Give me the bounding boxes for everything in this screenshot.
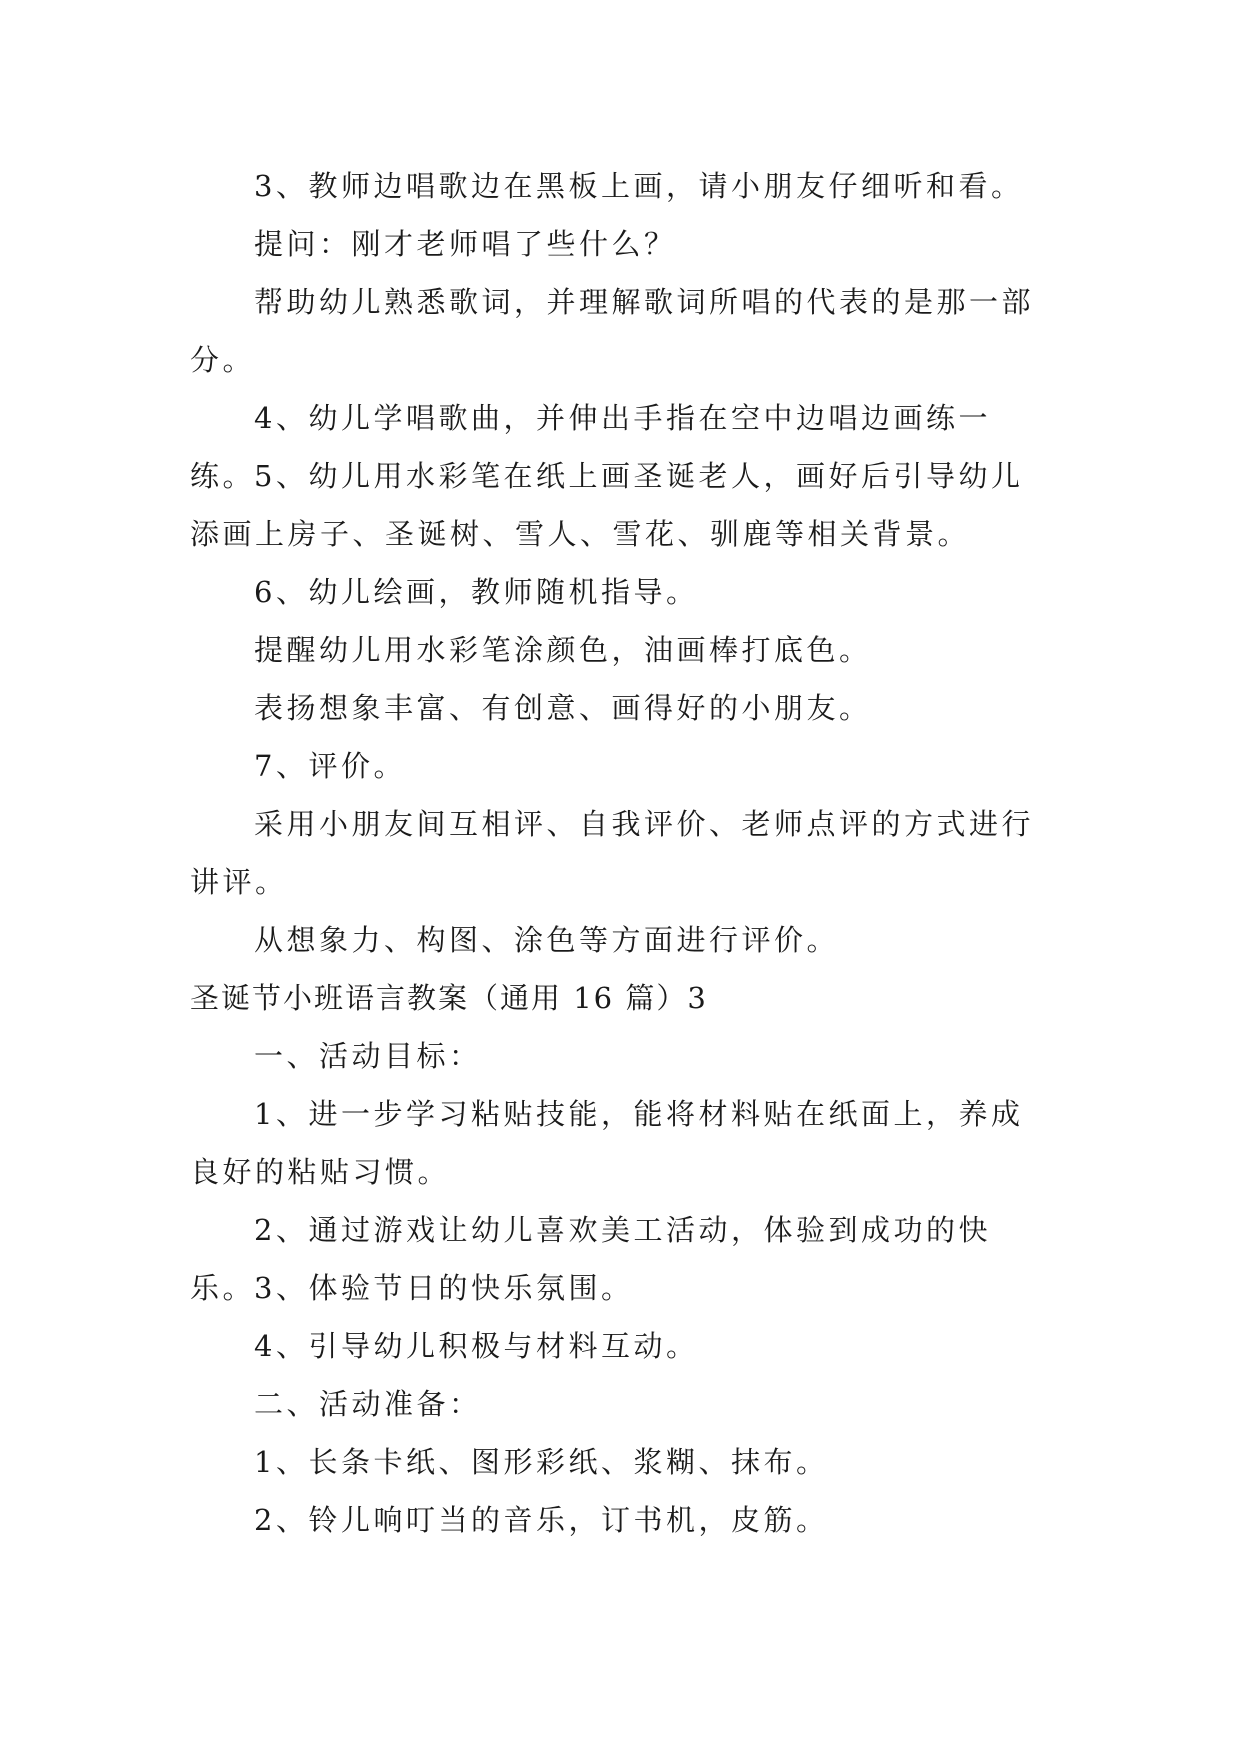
paragraph-step-6: 6、幼儿绘画，教师随机指导。	[254, 575, 699, 609]
paragraph-step-7: 7、评价。	[254, 749, 406, 783]
paragraph-goal-2: 2、通过游戏让幼儿喜欢美工活动，体验到成功的快乐。	[190, 1213, 991, 1305]
paragraph-goal-4: 4、引导幼儿积极与材料互动。	[254, 1329, 699, 1363]
paragraph-question: 提问：刚才老师唱了些什么？	[254, 227, 677, 261]
paragraph-evaluation-method: 采用小朋友间互相评、自我评价、老师点评的方式进行讲评。	[190, 807, 1035, 899]
paragraph-step-3: 3、教师边唱歌边在黑板上画，请小朋友仔细听和看。	[254, 169, 1024, 203]
paragraph-step-5: 5、幼儿用水彩笔在纸上画圣诞老人，画好后引导幼儿添画上房子、圣诞树、雪人、雪花、驯鹿等相关背景。	[190, 459, 1024, 551]
paragraph-evaluation-aspects: 从想象力、构图、涂色等方面进行评价。	[254, 923, 840, 957]
paragraph-prep-1: 1、长条卡纸、图形彩纸、浆糊、抹布。	[254, 1445, 829, 1479]
paragraph-remind: 提醒幼儿用水彩笔涂颜色，油画棒打底色。	[254, 633, 872, 667]
section-title: 圣诞节小班语言教案（通用 16 篇）3	[190, 981, 708, 1015]
paragraph-prep-heading: 二、活动准备：	[254, 1387, 482, 1421]
paragraph-goal-1: 1、进一步学习粘贴技能，能将材料贴在纸面上，养成良好的粘贴习惯。	[190, 1097, 1024, 1189]
paragraph-goals-heading: 一、活动目标：	[254, 1039, 482, 1073]
paragraph-goal-3: 3、体验节日的快乐氛围。	[254, 1271, 634, 1305]
paragraph-lyrics-help: 帮助幼儿熟悉歌词，并理解歌词所唱的代表的是那一部分。	[190, 285, 1035, 377]
paragraph-praise: 表扬想象丰富、有创意、画得好的小朋友。	[254, 691, 872, 725]
paragraph-step-4: 4、幼儿学唱歌曲，并伸出手指在空中边唱边画练一练。	[190, 401, 991, 493]
paragraph-prep-2: 2、铃儿响叮当的音乐，订书机，皮筋。	[254, 1503, 829, 1537]
